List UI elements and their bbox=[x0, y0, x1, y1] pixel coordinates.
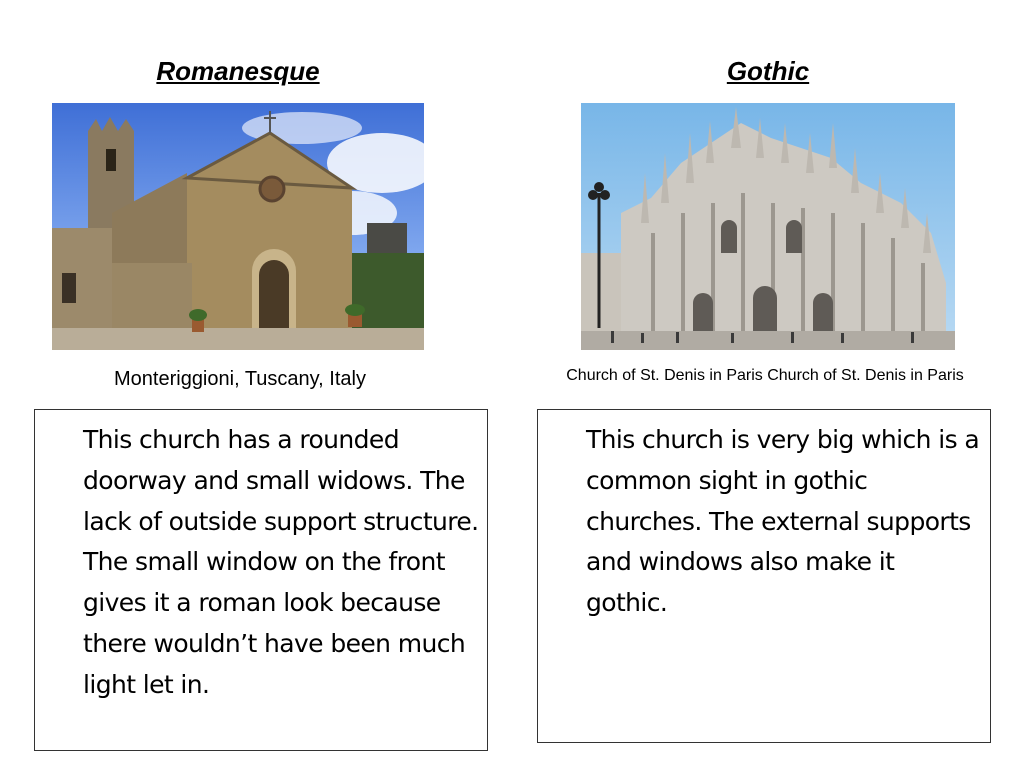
gothic-description-text: This church is very big which is a common sight in gothic churches. The external supports and windows also make it gothic. bbox=[586, 425, 980, 618]
gothic-cathedral-photo bbox=[581, 103, 955, 350]
romanesque-church-photo bbox=[52, 103, 424, 350]
heading-romanesque: Romanesque bbox=[156, 56, 320, 86]
heading-gothic: Gothic bbox=[726, 56, 810, 86]
gothic-description-box bbox=[537, 409, 991, 743]
caption-gothic: Church of St. Denis in Paris Church of St. Denis in Paris bbox=[566, 367, 964, 384]
romanesque-description-text: This church has a rounded doorway and small widows. The lack of outside support structure. The small window on the front gives it a roman look because there wouldn’t have been much light let in. bbox=[83, 425, 479, 699]
caption-romanesque: Monteriggioni, Tuscany, Italy bbox=[114, 368, 366, 390]
romanesque-description-box bbox=[34, 409, 488, 751]
